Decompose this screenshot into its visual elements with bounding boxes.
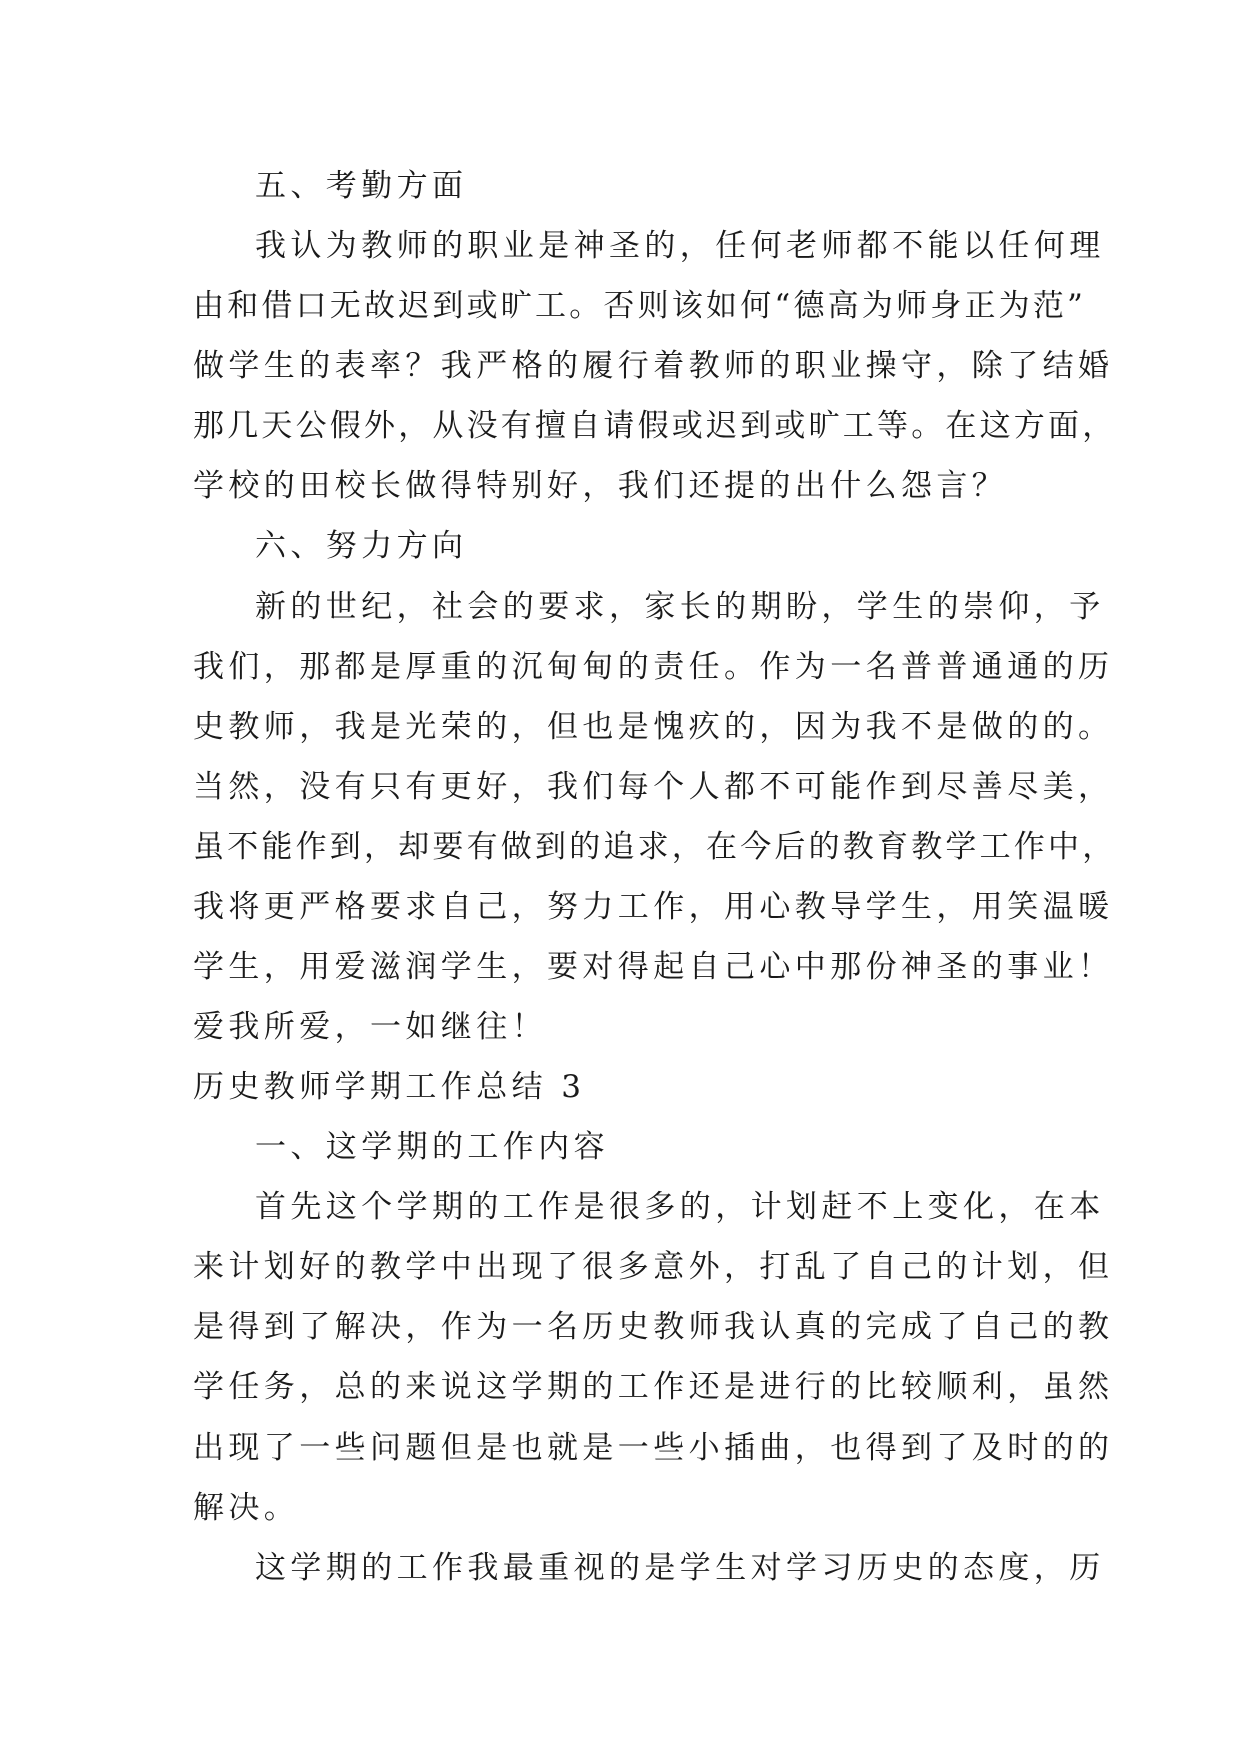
paragraph-line: 由和借口无故迟到或旷工。否则该如何“德高为师身正为范” — [193, 288, 1087, 324]
paragraph-line: 首先这个学期的工作是很多的，计划赶不上变化，在本 — [255, 1189, 1105, 1225]
section-heading-work-content: 一、这学期的工作内容 — [255, 1129, 609, 1165]
paragraph-line: 做学生的表率？我严格的履行着教师的职业操守，除了结婚 — [193, 348, 1114, 384]
paragraph-line: 当然，没有只有更好，我们每个人都不可能作到尽善尽美， — [193, 769, 1114, 805]
paragraph-line: 出现了一些问题但是也就是一些小插曲，也得到了及时的的 — [193, 1430, 1114, 1466]
paragraph-line: 爱我所爱，一如继往！ — [193, 1009, 547, 1045]
paragraph-line: 来计划好的教学中出现了很多意外，打乱了自己的计划，但 — [193, 1249, 1114, 1285]
paragraph-line: 学生，用爱滋润学生，要对得起自己心中那份神圣的事业！ — [193, 949, 1114, 985]
paragraph-line: 新的世纪，社会的要求，家长的期盼，学生的崇仰，予 — [255, 589, 1105, 625]
paragraph-line: 我认为教师的职业是神圣的，任何老师都不能以任何理 — [255, 228, 1105, 264]
section-heading-attendance: 五、考勤方面 — [255, 168, 468, 204]
paragraph-line: 是得到了解决，作为一名历史教师我认真的完成了自己的教 — [193, 1309, 1114, 1345]
paragraph-line: 学任务，总的来说这学期的工作还是进行的比较顺利，虽然 — [193, 1369, 1114, 1405]
paragraph-line: 那几天公假外，从没有擅自请假或迟到或旷工等。在这方面， — [193, 408, 1117, 444]
section-heading-direction: 六、努力方向 — [255, 528, 468, 564]
paragraph-line: 我将更严格要求自己，努力工作，用心教导学生，用笑温暖 — [193, 889, 1114, 925]
document-title: 历史教师学期工作总结 3 — [193, 1069, 586, 1105]
paragraph-line: 史教师，我是光荣的，但也是愧疚的，因为我不是做的的。 — [193, 709, 1114, 745]
paragraph-line: 学校的田校长做得特别好，我们还提的出什么怨言？ — [193, 468, 1008, 504]
paragraph-line: 我们，那都是厚重的沉甸甸的责任。作为一名普普通通的历 — [193, 649, 1114, 685]
paragraph-line: 虽不能作到，却要有做到的追求，在今后的教育教学工作中， — [193, 829, 1117, 865]
paragraph-line: 这学期的工作我最重视的是学生对学习历史的态度，历 — [255, 1550, 1105, 1586]
paragraph-line: 解决。 — [193, 1490, 300, 1526]
